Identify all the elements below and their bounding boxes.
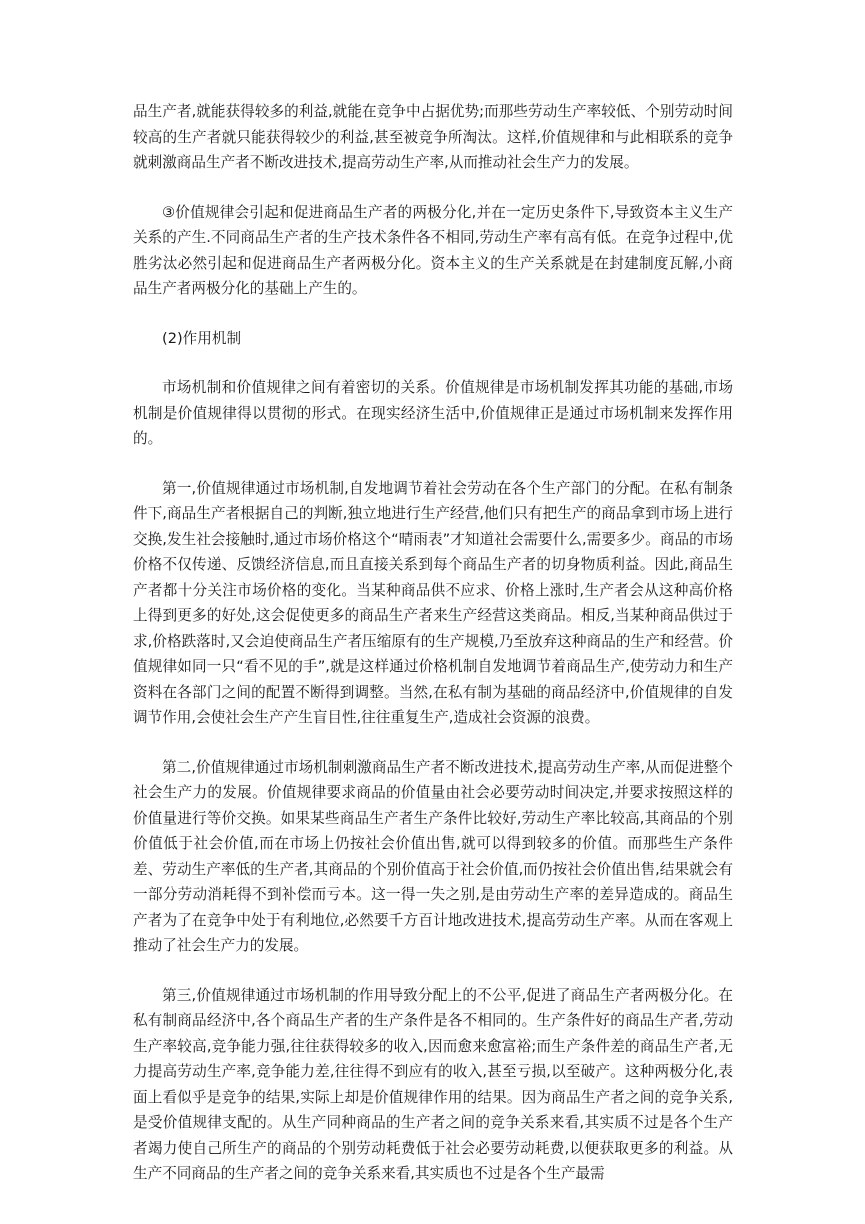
section-heading: (2)作用机制 xyxy=(162,329,242,347)
document-body xyxy=(133,99,733,1211)
paragraph-continuation: 品生产者,就能获得较多的利益,就能在竞争中占据优势;而那些劳动生产率较低、个别劳动时间较高的生产者就只能获得较少的利益,甚至被竞争所淘汰。这样,价值规律和与此相联系的竞争就刺激商品生产者不断改进技术,提高劳动生产率,从而推动社会生产力的发展。 xyxy=(133,103,733,171)
paragraph-third-point: 第三,价值规律通过市场机制的作用导致分配上的不公平,促进了商品生产者两极分化。在私有制商品经济中,各个商品生产者的生产条件是各不相同的。生产条件好的商品生产者,劳动生产率较高,竞争能力强,往往获得较多的收入,因而愈来愈富裕;而生产条件差的商品生产者,无力提高劳动生产率,竞争能力差,往往得不到应有的收入,甚至亏损,以至破产。这种两极分化,表面上看似乎是竞争的结果,实际上却是价值规律作用的结果。因为商品生产者之间的竞争关系,是受价值规律支配的。从生产同种商品的生产者之间的竞争关系来看,其实质不过是各个生产者竭力使自己所生产的商品的个别劳动耗费低于社会必要劳动耗费,以便获取更多的利益。从生产不同商品的生产者之间的竞争关系来看,其实质也不过是各个生产最需 xyxy=(133,986,733,1182)
paragraph-polarization: ③价值规律会引起和促进商品生产者的两极分化,并在一定历史条件下,导致资本主义生产关系的产生.不同商品生产者的生产技术条件各不相同,劳动生产率有高有低。在竞争过程中,优胜劣汰必然引起和促进商品生产者两极分化。资本主义的生产关系就是在封建制度瓦解,小商品生产者两极分化的基础上产生的。 xyxy=(133,203,733,297)
paragraph-market-mechanism: 市场机制和价值规律之间有着密切的关系。价值规律是市场机制发挥其功能的基础,市场机制是价值规律得以贯彻的形式。在现实经济生活中,价值规律正是通过市场机制来发挥作用的。 xyxy=(133,379,733,447)
paragraph-second-point: 第二,价值规律通过市场机制刺激商品生产者不断改进技术,提高劳动生产率,从而促进整个社会生产力的发展。价值规律要求商品的价值量由社会必要劳动时间决定,并要求按照这样的价值量进行等价交换。如果某些商品生产者生产条件比较好,劳动生产率比较高,其商品的个别价值低于社会价值,而在市场上仍按社会价值出售,就可以得到较多的价值。而那些生产条件差、劳动生产率低的生产者,其商品的个别价值高于社会价值,而仍按社会价值出售,结果就会有一部分劳动消耗得不到补偿而亏本。这一得一失之别,是由劳动生产率的差异造成的。商品生产者为了在竞争中处于有利地位,必然要千方百计地改进技术,提高劳动生产率。从而在客观上推动了社会生产力的发展。 xyxy=(133,758,733,954)
paragraph-first-point: 第一,价值规律通过市场机制,自发地调节着社会劳动在各个生产部门的分配。在私有制条件下,商品生产者根据自己的判断,独立地进行生产经营,他们只有把生产的商品拿到市场上进行交换,发生社会接触时,通过市场价格这个“晴雨表”才知道社会需要什么,需要多少。商品的市场价格不仅传递、反馈经济信息,而且直接关系到每个商品生产者的切身物质利益。因此,商品生产者都十分关注市场价格的变化。当某种商品供不应求、价格上涨时,生产者会从这种高价格上得到更多的好处,这会促使更多的商品生产者来生产经营这类商品。相反,当某种商品供过于求,价格跌落时,又会迫使商品生产者压缩原有的生产规模,乃至放弃这种商品的生产和经营。价值规律如同一只“看不见的手”,就是这样通过价格机制自发地调节着商品生产,使劳动力和生产资料在各部门之间的配置不断得到调整。当然,在私有制为基础的商品经济中,价值规律的自发调节作用,会使社会生产产生盲目性,往往重复生产,造成社会资源的浪费。 xyxy=(133,479,733,726)
